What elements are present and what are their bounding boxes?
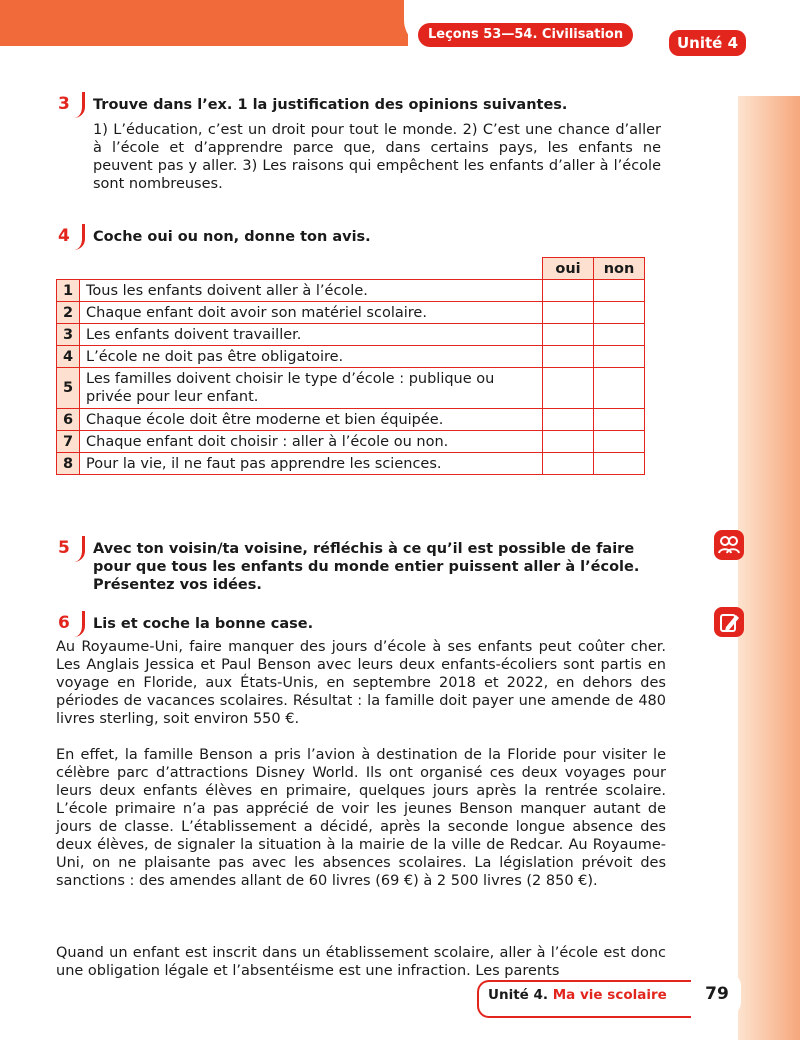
header-lessons: Leçons 53—54. Civilisation [418,23,633,47]
reading-paragraph-2: En effet, la famille Benson a pris l’avion à destination de la Floride pour visiter le célèbre parc d’attractions Disney World. Ils ont organisé ces deux voyages pour leurs deux enfants élèves en primaire, quelques jours après la rentrée scolaire. L’école primaire n’a pas apprécié de voir les jeunes Benson manquer autant de jours de classe. L’établissement a décidé, après la seconde longue absence des deux élèves, de signaler la situation à la mairie de la ville de Redcar. Au Royaume-Uni, on ne plaisante pas avec les absences scolaires. La législation prévoit des sanctions : des amendes allant de 60 livres (69 €) à 2 500 livres (2 850 €). [56,747,666,889]
checkbox-non[interactable] [594,409,645,431]
checkbox-non[interactable] [594,346,645,368]
exercise-3-text: 1) L’éducation, c’est un droit pour tout le monde. 2) C’est une chance d’aller à l’école et d’apprendre parce que, dans certains pays, les enfants ne peuvent pas y aller. 3) Les raisons qui empêchent les enfants d’aller à l’école sont nombreuses. [93,122,661,192]
checkbox-non[interactable] [594,302,645,324]
table-row: 6 Chaque école doit être moderne et bien équipée. [57,409,645,431]
checkbox-oui[interactable] [543,280,594,302]
col-oui: oui [543,258,594,280]
reading-paragraph-3: Quand un enfant est inscrit dans un établissement scolaire, aller à l’école est donc une obligation légale et l’absentéisme est une infraction. Les parents [56,945,666,979]
exercise-3-title: Trouve dans l’ex. 1 la justification des opinions suivantes. [93,97,568,113]
checkbox-oui[interactable] [543,409,594,431]
checkbox-oui[interactable] [543,368,594,409]
checkbox-oui[interactable] [543,324,594,346]
checkbox-non[interactable] [594,368,645,409]
table-row: 4 L’école ne doit pas être obligatoire. [57,346,645,368]
header-band [0,0,408,46]
col-non: non [594,258,645,280]
table-row: 8 Pour la vie, il ne faut pas apprendre les sciences. [57,453,645,475]
exercise-number-3: 3 [52,94,86,116]
exercise-4-title: Coche oui ou non, donne ton avis. [93,229,371,245]
reading-paragraph-1: Au Royaume-Uni, faire manquer des jours d’école à ses enfants peut coûter cher. Les Anglais Jessica et Paul Benson avec leurs deux enfants-écoliers sont partis en voyage en Floride, aux États-Unis, en septembre 2018 et 2022, en dehors des périodes de vacances scolaires. Résultat : la famille doit payer une amende de 480 livres sterling, soit environ 550 €. [56,639,666,727]
exercise-number-5: 5 [52,538,86,560]
checkbox-oui[interactable] [543,431,594,453]
table-row: 3 Les enfants doivent travailler. [57,324,645,346]
checkbox-non[interactable] [594,280,645,302]
opinion-table [56,257,645,475]
header-unit: Unité 4 [669,30,746,56]
exercise-6-title: Lis et coche la bonne case. [93,616,314,632]
exercise-number-4: 4 [52,226,86,248]
checkbox-non[interactable] [594,431,645,453]
pair-work-icon [714,530,744,560]
table-row: 5 Les familles doivent choisir le type d’école : publique ou privée pour leur enfant. [57,368,645,409]
checkbox-oui[interactable] [543,302,594,324]
writing-icon [714,607,744,637]
exercise-5-title: Avec ton voisin/ta voisine, réfléchis à ce qu’il est possible de faire pour que tous les enfants du monde entier puissent aller à l’école. Présentez vos idées. [93,541,640,593]
checkbox-oui[interactable] [543,346,594,368]
checkbox-oui[interactable] [543,453,594,475]
table-row: 7 Chaque enfant doit choisir : aller à l’école ou non. [57,431,645,453]
table-row: 1 Tous les enfants doivent aller à l’école. [57,280,645,302]
page-number: 79 [693,972,741,1016]
exercise-number-6: 6 [52,613,86,635]
table-row: 2 Chaque enfant doit avoir son matériel scolaire. [57,302,645,324]
footer-unit: Unité 4. Ma vie scolaire [488,987,667,1003]
checkbox-non[interactable] [594,453,645,475]
side-strip [738,0,800,1040]
checkbox-non[interactable] [594,324,645,346]
